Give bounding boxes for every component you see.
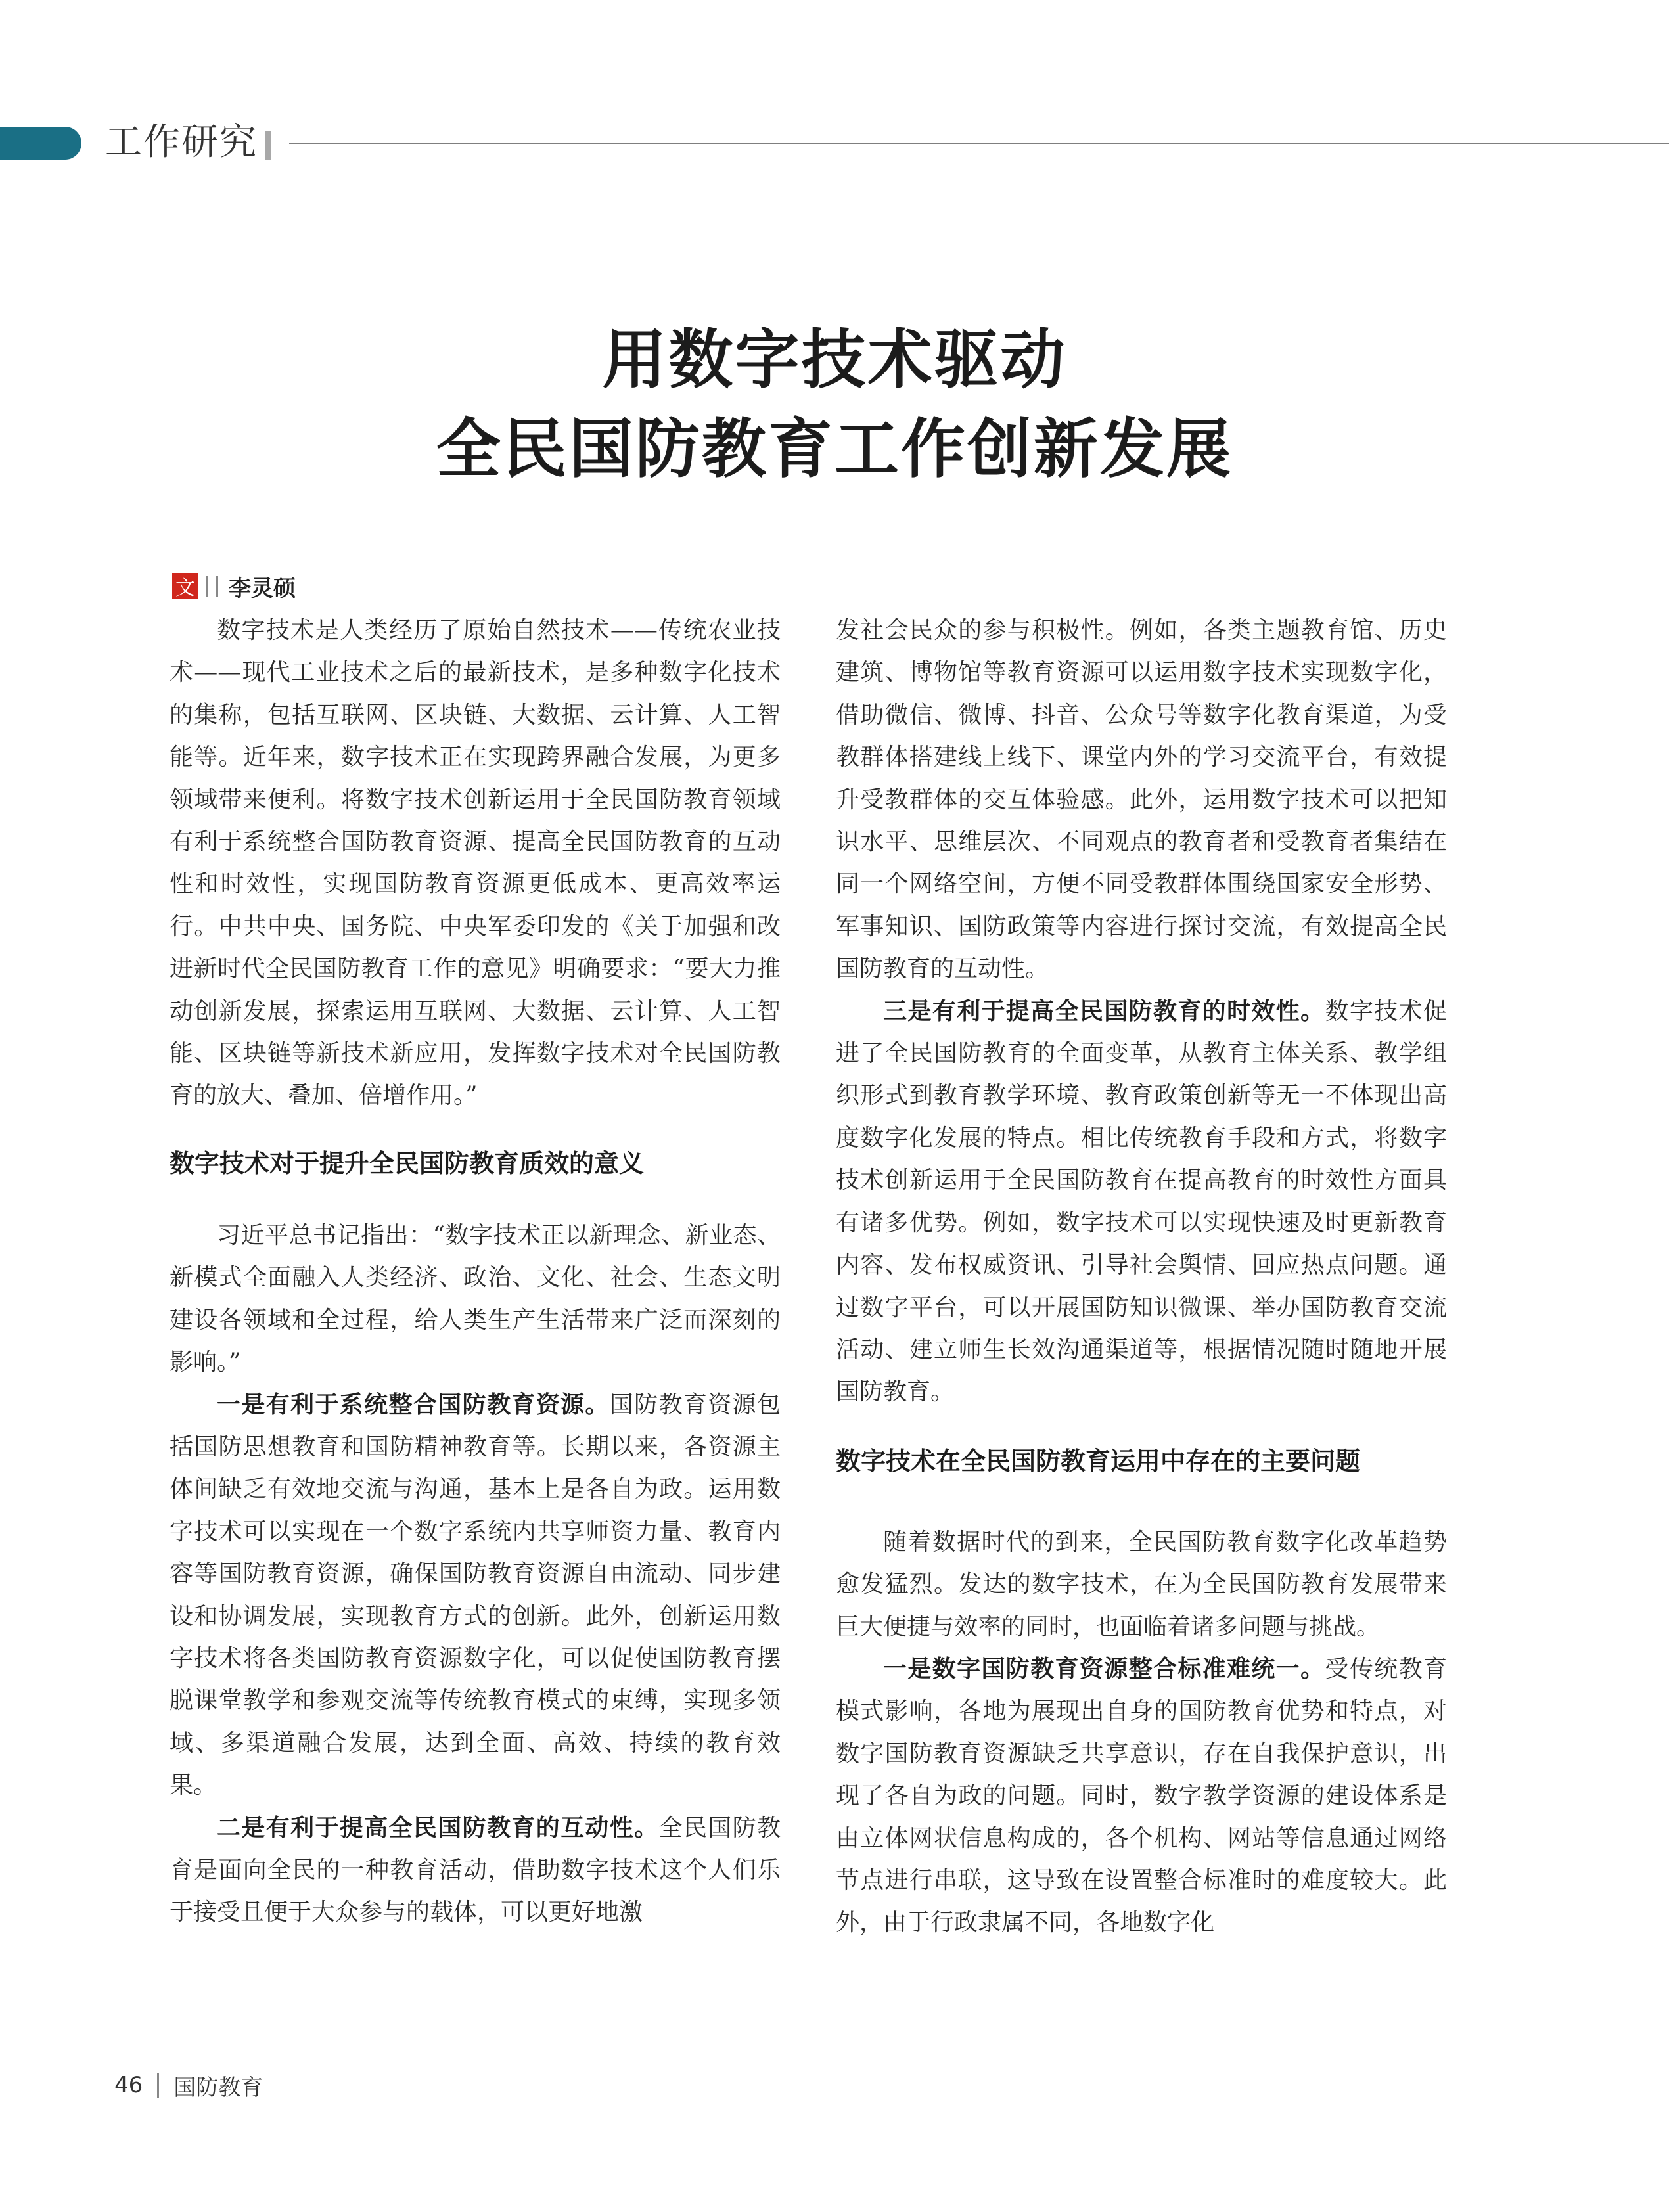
- section-heading-1: 数字技术对于提升全民国防教育质效的意义: [170, 1148, 645, 1178]
- section-title: 工作研究: [105, 121, 258, 164]
- section-heading-2: 数字技术在全民国防教育运用中存在的主要问题: [836, 1446, 1361, 1476]
- problem-1-body: 受传统教育模式影响，各地为展现出自身的国防教育优势和特点，对数字国防教育资源缺乏共享意识，存在自我保护意识，出现了各自为政的问题。同时，数字教学资源的建设体系是由立体网状信息构成的，各个机构、网站等信息通过网络节点进行串联，这导致在设置整合标准时的难度较大。此外，由于行政隶属不同，各地数字化: [836, 1655, 1447, 1937]
- title-line-2: 全民国防教育工作创新发展: [436, 412, 1233, 487]
- author-name: 李灵硕: [229, 575, 296, 602]
- section-tab-marker: [0, 127, 81, 160]
- point-1-body: 国防教育资源包括国防思想教育和国防精神教育等。长期以来，各资源主体间缺乏有效地交流与沟通，基本上是各自为政。运用数字技术可以实现在一个数字系统内共享师资力量、教育内容等国防教育资源，确保国防教育资源自由流动、同步建设和协调发展，实现教育方式的创新。此外，创新运用数字技术将各类国防教育资源数字化，可以促使国防教育摆脱课堂教学和参观交流等传统教育模式的束缚，实现多领域、多渠道融合发展，达到全面、高效、持续的教育效果。: [170, 1391, 781, 1799]
- point-2-lead: 二是有利于提高全民国防教育的互动性。: [217, 1814, 659, 1841]
- left-column: [170, 610, 781, 1934]
- page-number: 46: [114, 2072, 143, 2098]
- point-3-paragraph: [836, 991, 1447, 1414]
- point-2-continued: 发社会民众的参与积极性。例如，各类主题教育馆、历史建筑、博物馆等教育资源可以运用数字技术实现数字化，借助微信、微博、抖音、公众号等数字化教育渠道，为受教群体搭建线上线下、课堂内外的学习交流平台，有效提升受教群体的交互体验感。此外，运用数字技术可以把知识水平、思维层次、不同观点的教育者和受教育者集结在同一个网络空间，方便不同受教群体围绕国家安全形势、军事知识、国防政策等内容进行探讨交流，有效提高全民国防教育的互动性。: [836, 617, 1447, 983]
- point-1-paragraph: [170, 1384, 781, 1807]
- article-title: [0, 315, 1669, 494]
- point-3-lead: 三是有利于提高全民国防教育的时效性。: [883, 997, 1325, 1025]
- footer-divider: [157, 2073, 159, 2098]
- point-2-body: 全民国防教育是面向全民的一种教育活动，借助数字技术这个人们乐于接受且便于大众参与的载体，可以更好地激: [170, 1814, 781, 1926]
- page-footer: [114, 2069, 263, 2101]
- section-divider-bar: [265, 131, 271, 160]
- point-1-lead: 一是有利于系统整合国防教育资源。: [217, 1391, 610, 1418]
- title-line-1: 用数字技术驱动: [602, 323, 1067, 397]
- byline: [172, 570, 296, 602]
- header-rule: [289, 143, 1669, 144]
- byline-mark: 文: [172, 573, 198, 599]
- quote-paragraph: 习近平总书记指出：“数字技术正以新理念、新业态、新模式全面融入人类经济、政治、文化、社会、生态文明建设各领域和全过程，给人类生产生活带来广泛而深刻的影响。”: [170, 1221, 781, 1376]
- problems-intro-paragraph: 随着数据时代的到来，全民国防教育数字化改革趋势愈发猛烈。发达的数字技术，在为全民国防教育发展带来巨大便捷与效率的同时，也面临着诸多问题与挑战。: [836, 1528, 1447, 1640]
- right-column: [836, 610, 1447, 1945]
- point-3-body: 数字技术促进了全民国防教育的全面变革，从教育主体关系、教学组织形式到教育教学环境、教育政策创新等无一不体现出高度数字化发展的特点。相比传统教育手段和方式，将数字技术创新运用于全民国防教育在提高教育的时效性方面具有诸多优势。例如，数字技术可以实现快速及时更新教育内容、发布权威资讯、引导社会舆情、回应热点问题。通过数字平台，可以开展国防知识微课、举办国防教育交流活动、建立师生长效沟通渠道等，根据情况随时随地开展国防教育。: [836, 997, 1447, 1406]
- byline-divider: [206, 576, 218, 597]
- problem-1-lead: 一是数字国防教育资源整合标准难统一。: [883, 1655, 1325, 1682]
- problem-1-paragraph: [836, 1648, 1447, 1945]
- point-2-paragraph: [170, 1807, 781, 1934]
- publication-name: 国防教育: [173, 2074, 263, 2101]
- intro-paragraph: 数字技术是人类经历了原始自然技术——传统农业技术——现代工业技术之后的最新技术，是多种数字化技术的集称，包括互联网、区块链、大数据、云计算、人工智能等。近年来，数字技术正在实现跨界融合发展，为更多领域带来便利。将数字技术创新运用于全民国防教育领域有利于系统整合国防教育资源、提高全民国防教育的互动性和时效性，实现国防教育资源更低成本、更高效率运行。中共中央、国务院、中央军委印发的《关于加强和改进新时代全民国防教育工作的意见》明确要求：“要大力推动创新发展，探索运用互联网、大数据、云计算、人工智能、区块链等新技术新应用，发挥数字技术对全民国防教育的放大、叠加、倍增作用。”: [170, 617, 781, 1110]
